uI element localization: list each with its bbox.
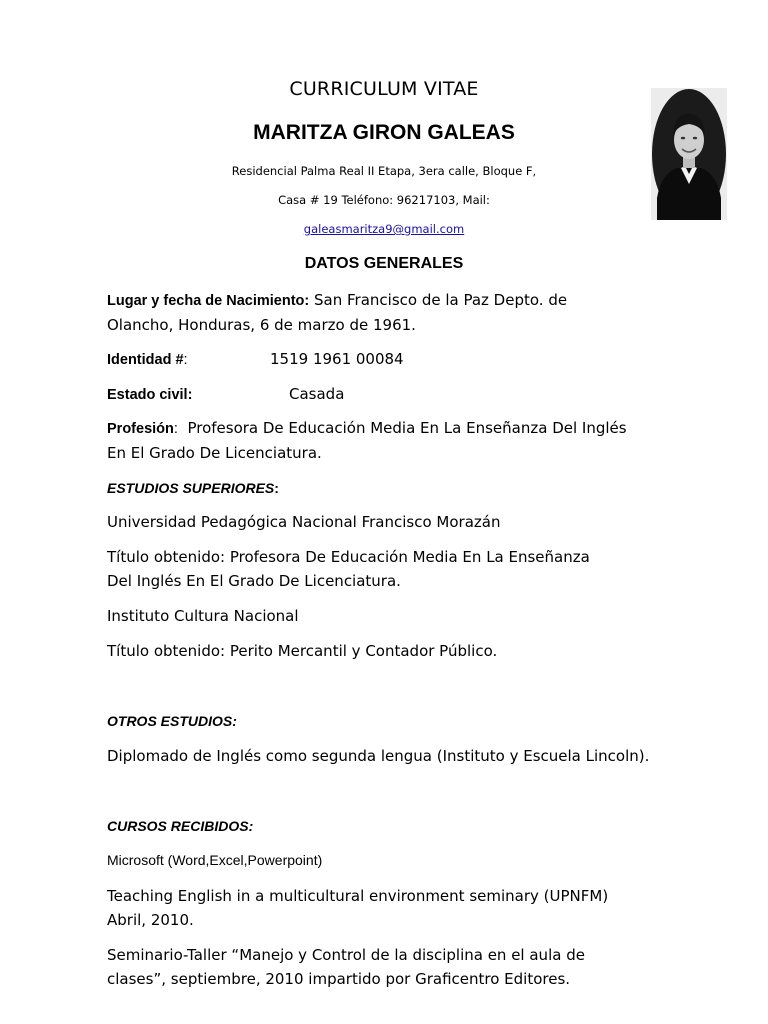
profession-info	[107, 416, 707, 465]
course-item-3-line-2: clases”, septiembre, 2010 impartido por Graficentro Editores.	[107, 970, 571, 988]
profession-value-line-1: Profesora De Educación Media En La Enseñanza Del Inglés	[187, 419, 627, 437]
university-title	[107, 545, 707, 593]
email-line	[0, 222, 768, 236]
course-item-seminario	[107, 943, 707, 991]
profession-label: Profesión	[107, 421, 174, 437]
section-heading-otros-estudios: OTROS ESTUDIOS:	[107, 713, 237, 729]
section-heading-estudios-superiores	[107, 480, 279, 496]
section-heading-datos-generales: DATOS GENERALES	[304, 255, 464, 272]
course-item-2-line-2: Abril, 2010.	[107, 911, 194, 929]
address-line-2: Casa # 19 Teléfono: 96217103, Mail:	[278, 193, 490, 207]
document-title: CURRICULUM VITAE	[289, 78, 479, 100]
identity-colon: :	[183, 352, 188, 368]
civil-label: Estado civil:	[107, 387, 193, 403]
section-heading-cursos-recibidos: CURSOS RECIBIDOS:	[107, 818, 254, 834]
institute-title: Título obtenido: Perito Mercantil y Contador Público.	[107, 642, 498, 660]
identity-label: Identidad #	[107, 352, 184, 368]
birth-label: Lugar y fecha de Nacimiento:	[107, 293, 310, 309]
institute-name: Instituto Cultura Nacional	[107, 607, 299, 625]
otros-estudios-item: Diplomado de Inglés como segunda lengua (Instituto y Escuela Lincoln).	[107, 747, 650, 765]
civil-status-value: Casada	[289, 385, 345, 403]
birth-info	[107, 288, 707, 337]
profession-value-line-2: En El Grado De Licenciatura.	[107, 444, 322, 462]
address-line-1: Residencial Palma Real II Etapa, 3era calle, Bloque F,	[231, 164, 537, 178]
profession-colon: :	[173, 421, 178, 437]
university-title-line-2: Del Inglés En El Grado De Licenciatura.	[107, 572, 401, 590]
university-title-line-1: Título obtenido: Profesora De Educación Media En La Enseñanza	[107, 548, 590, 566]
profile-photo	[651, 88, 727, 220]
course-item-3-line-1: Seminario-Taller “Manejo y Control de la disciplina en el aula de	[107, 946, 585, 964]
birth-value-line-2: Olancho, Honduras, 6 de marzo de 1961.	[107, 316, 416, 334]
course-item-2-line-1: Teaching English in a multicultural environment seminary (UPNFM)	[107, 887, 609, 905]
birth-value-line-1: San Francisco de la Paz Depto. de	[309, 291, 568, 309]
estudios-superiores-colon: :	[274, 480, 279, 496]
course-item-microsoft: Microsoft (Word,Excel,Powerpoint)	[107, 852, 323, 868]
course-item-teaching-english	[107, 884, 707, 932]
email-link[interactable]: galeasmaritza9@gmail.com	[303, 222, 465, 236]
identity-value: 1519 1961 00084	[270, 350, 404, 368]
estudios-superiores-heading: ESTUDIOS SUPERIORES	[107, 480, 275, 496]
portrait-image	[651, 88, 727, 220]
university-name: Universidad Pedagógica Nacional Francisco Morazán	[107, 513, 501, 531]
person-name: MARITZA GIRON GALEAS	[253, 121, 515, 144]
